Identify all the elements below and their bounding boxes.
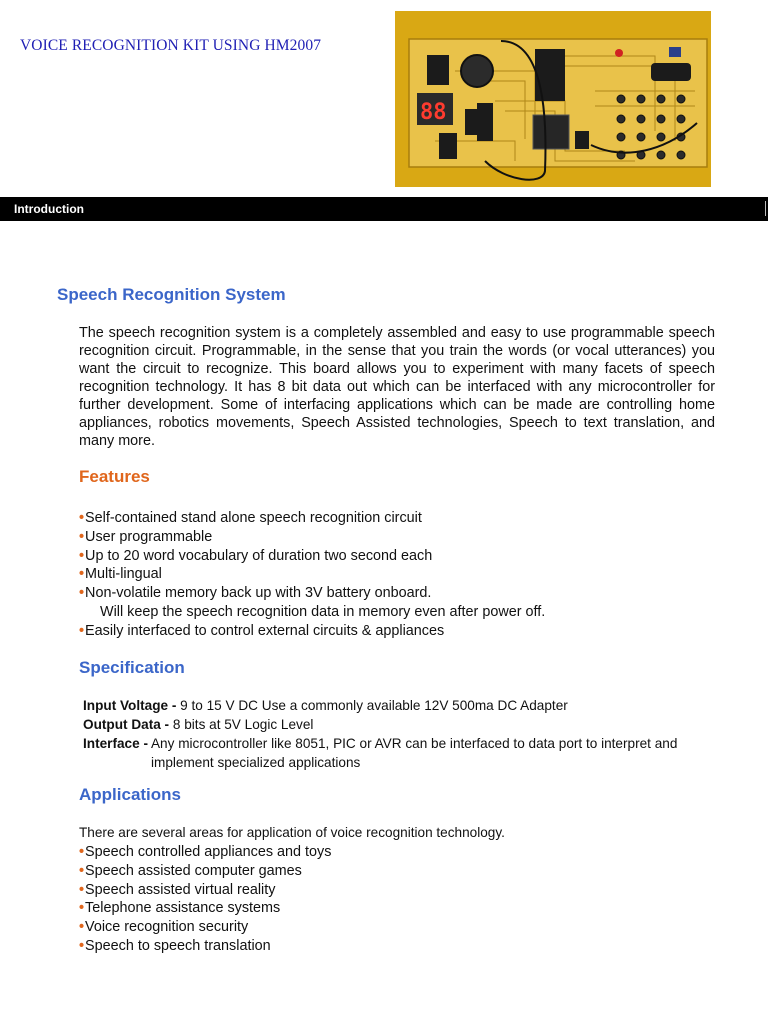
spec-row [83, 696, 723, 715]
bullet-icon: • [79, 862, 85, 879]
spec-row-continuation: implement specialized applications [151, 755, 361, 770]
list-item-text: Voice recognition security [85, 919, 249, 936]
list-item-text: Speech assisted virtual reality [85, 881, 276, 898]
bullet-icon: • [79, 547, 85, 564]
document-title: VOICE RECOGNITION KIT USING HM2007 [20, 37, 322, 54]
list-item-text: Up to 20 word vocabulary of duration two second each [85, 547, 433, 564]
section-heading: Speech Recognition System [57, 285, 286, 304]
bar-divider [765, 201, 766, 216]
list-item [79, 528, 545, 547]
spec-label: Output Data - [83, 717, 170, 732]
bullet-icon: • [79, 900, 85, 917]
list-item-text: User programmable [85, 528, 213, 545]
spec-row [83, 715, 723, 734]
seven-segment-digits: 88 [420, 100, 447, 125]
spec-value: 9 to 15 V DC Use a commonly available 12V 500ma DC Adapter [176, 698, 568, 713]
list-item-text: Telephone assistance systems [85, 900, 281, 917]
bullet-icon: • [79, 919, 85, 936]
applications-list [79, 843, 331, 956]
list-item-text: Multi-lingual [85, 566, 162, 583]
list-item-text: Speech assisted computer games [85, 862, 302, 879]
bullet-icon: • [79, 844, 85, 860]
list-item-text: Easily interfaced to control external circuits & appliances [85, 622, 445, 639]
list-item [79, 565, 545, 584]
bullet-icon: • [79, 528, 85, 545]
circuit-board-illustration [395, 11, 711, 187]
intro-paragraph: The speech recognition system is a completely assembled and easy to use programmable speech recognition circuit. Programmable, in the sense that you train the words (or vocal utterances) you want the circuit to recognize. This board allows you to experiment with many facets of speech recognition technology. It has 8 bit data out which can be interfaced with any microcontroller for further development. Some of interfacing applications which can be made are controlling home appliances, robotics movements, Speech Assisted technologies, Speech to text translation, and many more. [79, 325, 715, 449]
specification-heading: Specification [79, 658, 185, 677]
list-item-continuation: Will keep the speech recognition data in memory even after power off. [100, 603, 546, 620]
spec-label: Input Voltage - [83, 698, 177, 713]
list-item [79, 881, 331, 900]
specification-list [83, 696, 723, 772]
bullet-icon: • [79, 881, 85, 898]
list-item [79, 622, 545, 641]
features-list [79, 509, 545, 641]
list-item [79, 862, 331, 881]
applications-intro: There are several areas for application of voice recognition technology. [79, 825, 505, 840]
list-item [79, 509, 545, 528]
spec-label: Interface - [83, 736, 148, 751]
spec-row [83, 734, 723, 753]
list-item [79, 547, 545, 566]
list-item-text: Non-volatile memory back up with 3V battery onboard. [85, 585, 432, 602]
introduction-bar [0, 197, 768, 221]
list-item-text: Self-contained stand alone speech recognition circuit [85, 510, 422, 526]
circuit-board-photo [395, 11, 711, 187]
spec-value: 8 bits at 5V Logic Level [169, 717, 314, 732]
list-item-text: Speech controlled appliances and toys [85, 844, 332, 860]
list-item [79, 918, 331, 937]
bullet-icon: • [79, 510, 85, 526]
spec-value: Any microcontroller like 8051, PIC or AVR can be interfaced to data port to interpret and [147, 736, 678, 751]
features-heading: Features [79, 467, 150, 486]
applications-heading: Applications [79, 785, 182, 804]
list-item [79, 843, 331, 862]
list-item [79, 584, 545, 622]
introduction-label: Introduction [14, 202, 84, 216]
bullet-icon: • [79, 585, 85, 602]
list-item-text: Speech to speech translation [85, 937, 271, 954]
bullet-icon: • [79, 566, 85, 583]
bullet-icon: • [79, 622, 85, 639]
bullet-icon: • [79, 937, 85, 954]
list-item [79, 937, 331, 956]
list-item [79, 899, 331, 918]
